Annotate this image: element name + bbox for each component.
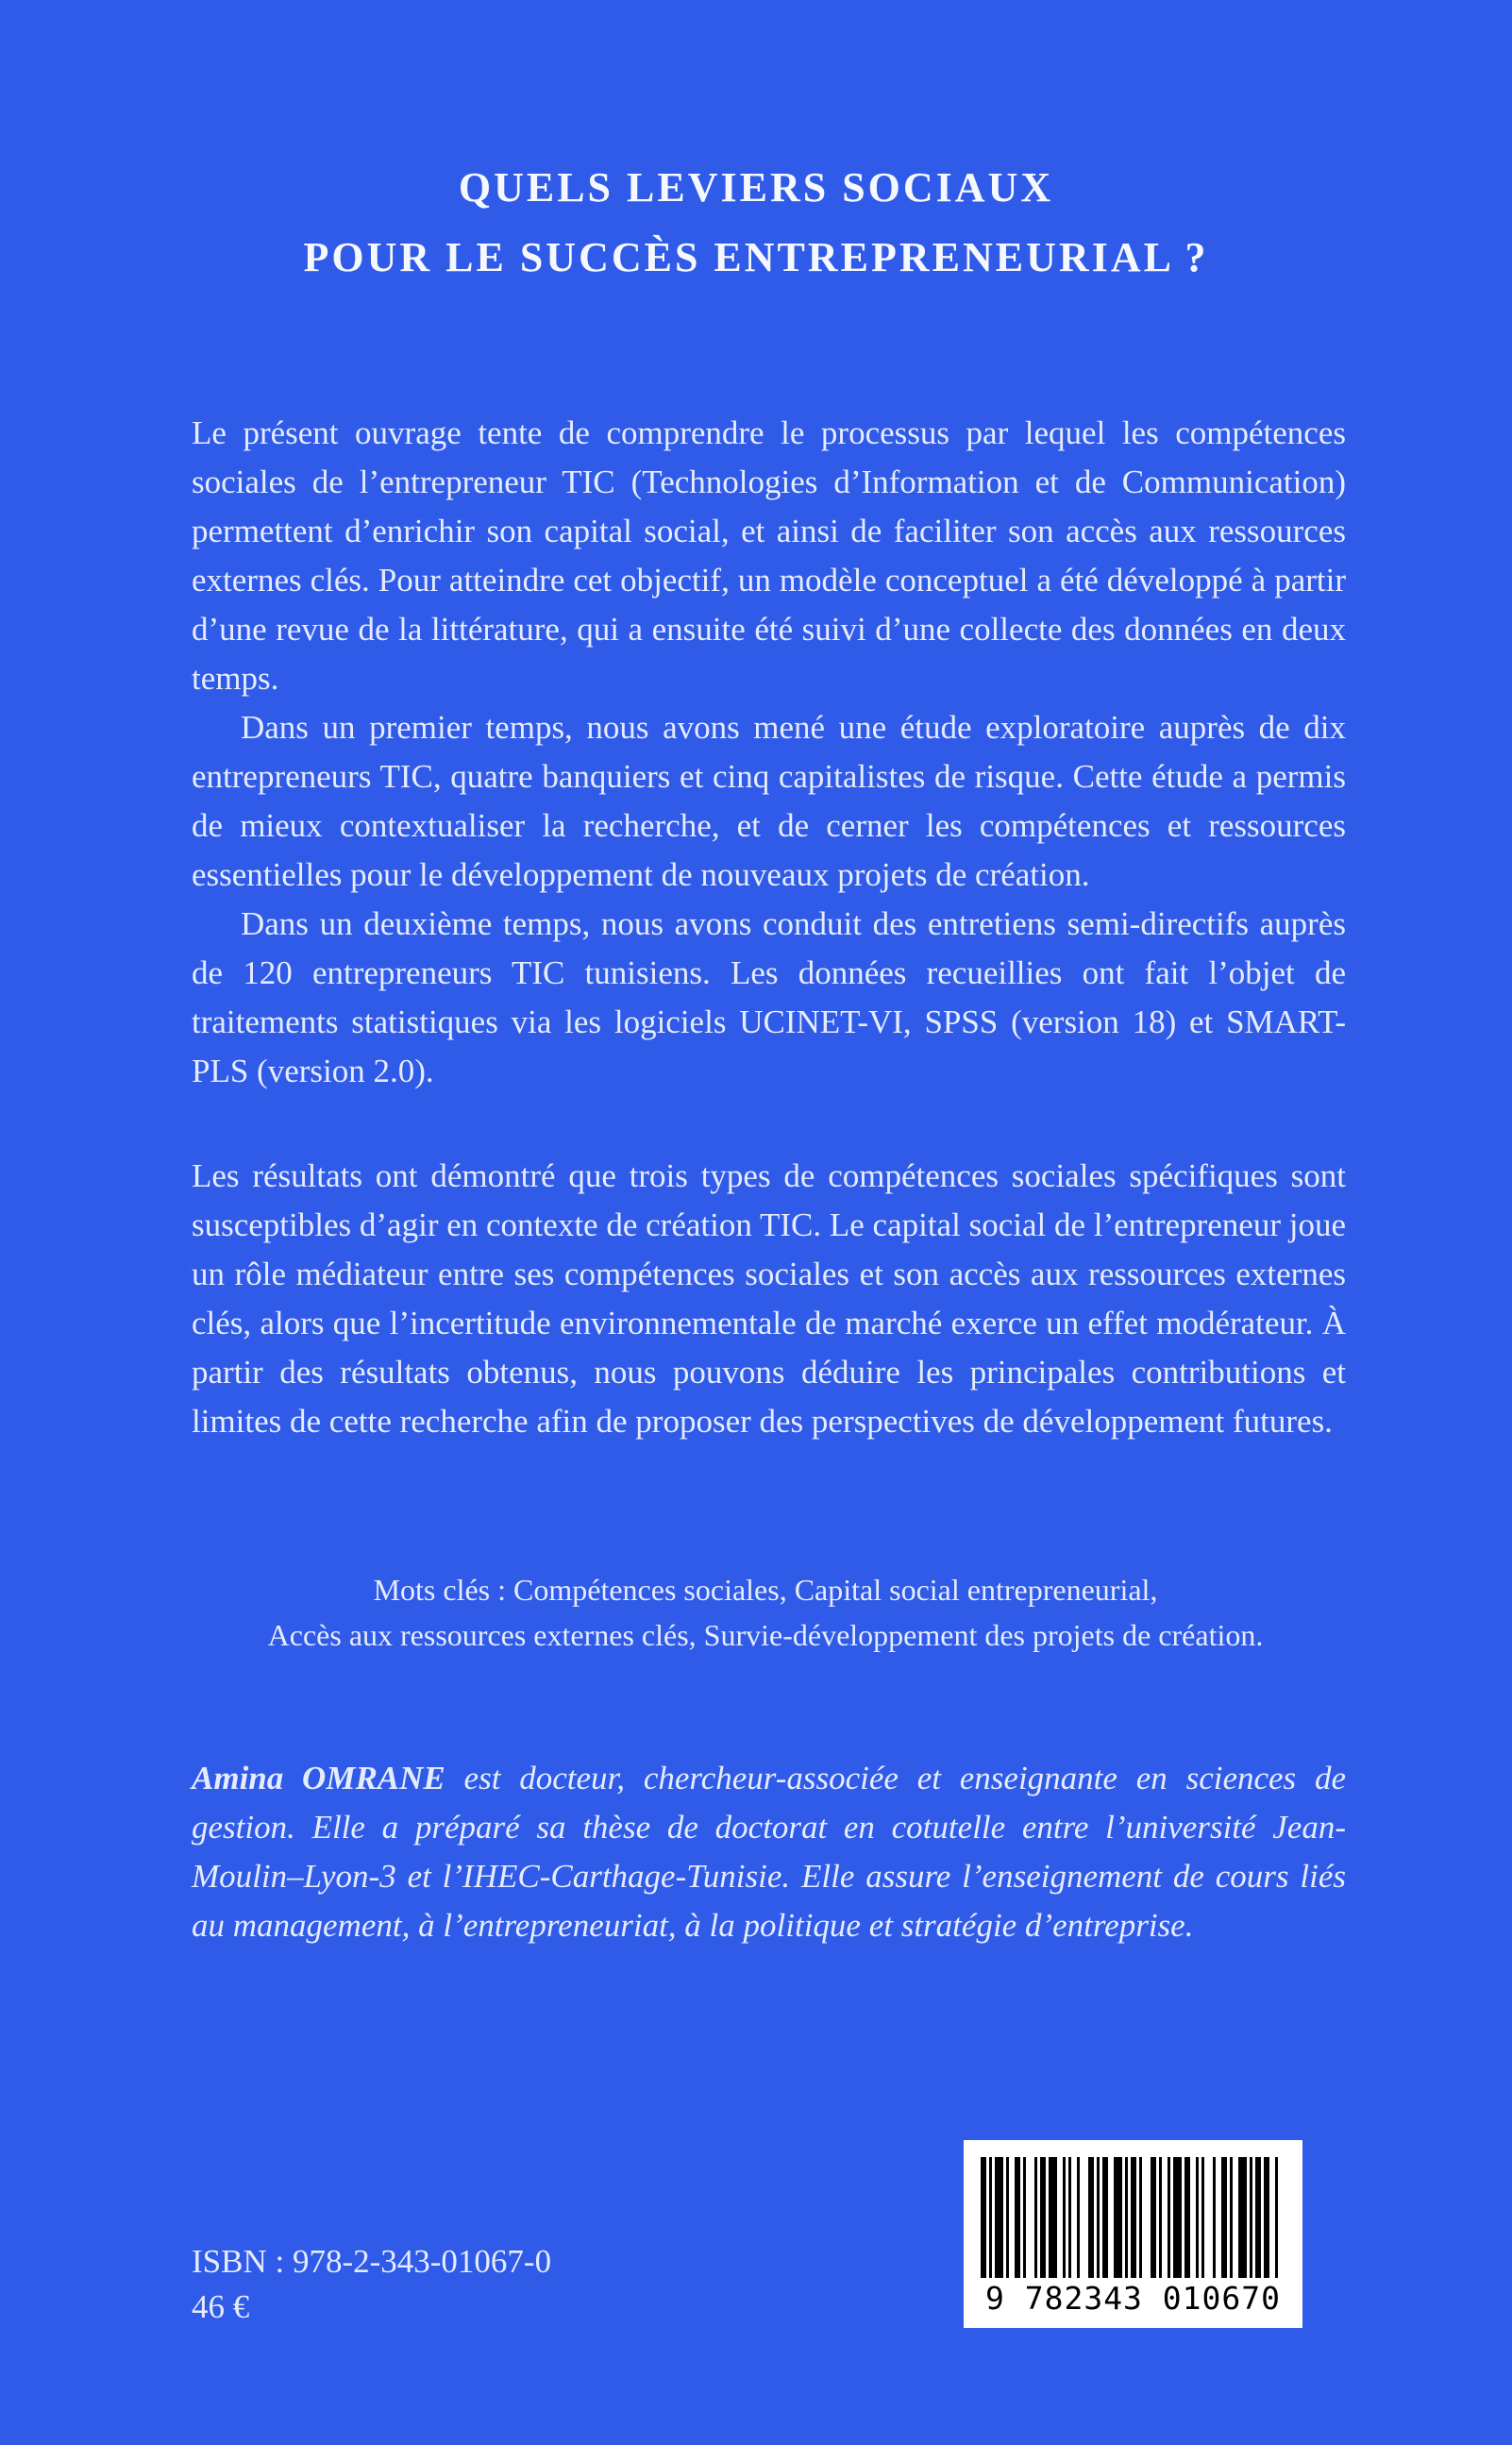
summary-section	[192, 409, 1346, 1096]
barcode-bars-icon	[981, 2157, 1285, 2278]
barcode-bar	[1114, 2157, 1122, 2278]
book-title	[0, 153, 1512, 293]
barcode-bar	[1097, 2157, 1100, 2278]
barcode-bar	[1201, 2157, 1204, 2278]
barcode-bar	[1213, 2157, 1216, 2278]
barcode-bar	[1221, 2157, 1227, 2278]
barcode-bar	[1184, 2157, 1190, 2278]
keywords-line-1: Mots clés : Compétences sociales, Capital social entrepreneurial,	[373, 1573, 1158, 1607]
barcode-bar	[1250, 2157, 1252, 2278]
barcode-bar	[1088, 2157, 1094, 2278]
results-paragraph: Les résultats ont démontré que trois types de compétences sociales spécifiques sont susceptibles d’agir en contexte de création TIC. Le capital social de l’entrepreneur joue un rôle médiateur entre ses compétences sociales et son accès aux ressources externes clés, alors que l’incertitude environnementale de marché exerce un effet modérateur. À partir des résultats obtenus, nous pouvons déduire les principales contributions et limites de cette recherche afin de proposer des perspectives de développement futures.	[192, 1157, 1346, 1440]
price: 46 €	[192, 2288, 250, 2325]
barcode-bar	[989, 2157, 992, 2278]
barcode-bar	[1275, 2157, 1278, 2278]
isbn: ISBN : 978-2-343-01067-0	[192, 2243, 552, 2280]
barcode-bar	[1230, 2157, 1233, 2278]
barcode-bar	[1049, 2157, 1057, 2278]
summary-paragraph-2: Dans un premier temps, nous avons mené une étude exploratoire auprès de dix entrepreneurs TIC, quatre banquiers et cinq capitalistes de risque. Cette étude a permis de mieux contextualiser la recherche, et de cerner les compétences et ressources essentielles pour le développement de nouveaux projets de création.	[192, 709, 1346, 893]
barcode-bar	[1006, 2157, 1009, 2278]
barcode-bar	[1131, 2157, 1136, 2278]
barcode-bar	[1151, 2157, 1156, 2278]
results-section	[192, 1152, 1346, 1446]
barcode-bar	[1139, 2157, 1142, 2278]
keywords-line-2: Accès aux ressources externes clés, Survie-développement des projets de création.	[267, 1618, 1264, 1652]
barcode-bar	[1102, 2157, 1108, 2278]
barcode-bar	[1034, 2157, 1037, 2278]
barcode-digits: 9 782343 010670	[984, 2280, 1281, 2317]
barcode	[964, 2140, 1302, 2328]
author-name: Amina OMRANE	[192, 1760, 445, 1796]
barcode-bar	[1168, 2157, 1170, 2278]
author-description: est docteur, chercheur-associée et enseignante en sciences de gestion. Elle a préparé sa thèse de doctorat en cotutelle entre l’université Jean-Moulin–Lyon-3 et l’IHEC-Carthage-Tunisie. Elle assure l’enseignement de cours liés au management, à l’entrepreneuriat, à la politique et stratégie d’entreprise.	[192, 1760, 1347, 1944]
barcode-bar	[1264, 2157, 1269, 2278]
summary-paragraph-3: Dans un deuxième temps, nous avons conduit des entretiens semi-directifs auprès de 120 entrepreneurs TIC tunisiens. Les données recueillies ont fait l’objet de traitements statistiques via les logiciels UCINET-VI, SPSS (version 18) et SMART-PLS (version 2.0).	[192, 905, 1346, 1089]
summary-paragraph-1: Le présent ouvrage tente de comprendre le processus par lequel les compétences sociales de l’entrepreneur TIC (Technologies d’Information et de Communication) permettent d’enrichir son capital social, et ainsi de faciliter son accès aux ressources externes clés. Pour atteindre cet objectif, un modèle conceptuel a été développé à partir d’une revue de la littérature, qui a ensuite été suivi d’une collecte des données en deux temps.	[192, 414, 1346, 697]
barcode-bar	[995, 2157, 1003, 2278]
barcode-bar	[1159, 2157, 1162, 2278]
barcode-bar	[1015, 2157, 1020, 2278]
barcode-bar	[1040, 2157, 1046, 2278]
barcode-bar	[1125, 2157, 1128, 2278]
barcode-bar	[1173, 2157, 1182, 2278]
barcode-bar	[1023, 2157, 1026, 2278]
barcode-bar	[1196, 2157, 1199, 2278]
barcode-bar	[981, 2157, 986, 2278]
barcode-bar	[1238, 2157, 1247, 2278]
barcode-bar	[1077, 2157, 1080, 2278]
keywords	[170, 1567, 1361, 1658]
barcode-bar	[1255, 2157, 1261, 2278]
title-line-1: QUELS LEVIERS SOCIAUX	[458, 164, 1054, 211]
author-bio	[192, 1754, 1346, 1950]
barcode-bar	[1068, 2157, 1071, 2278]
barcode-bar	[1063, 2157, 1066, 2278]
title-line-2: POUR LE SUCCÈS ENTREPRENEURIAL ?	[303, 234, 1209, 280]
